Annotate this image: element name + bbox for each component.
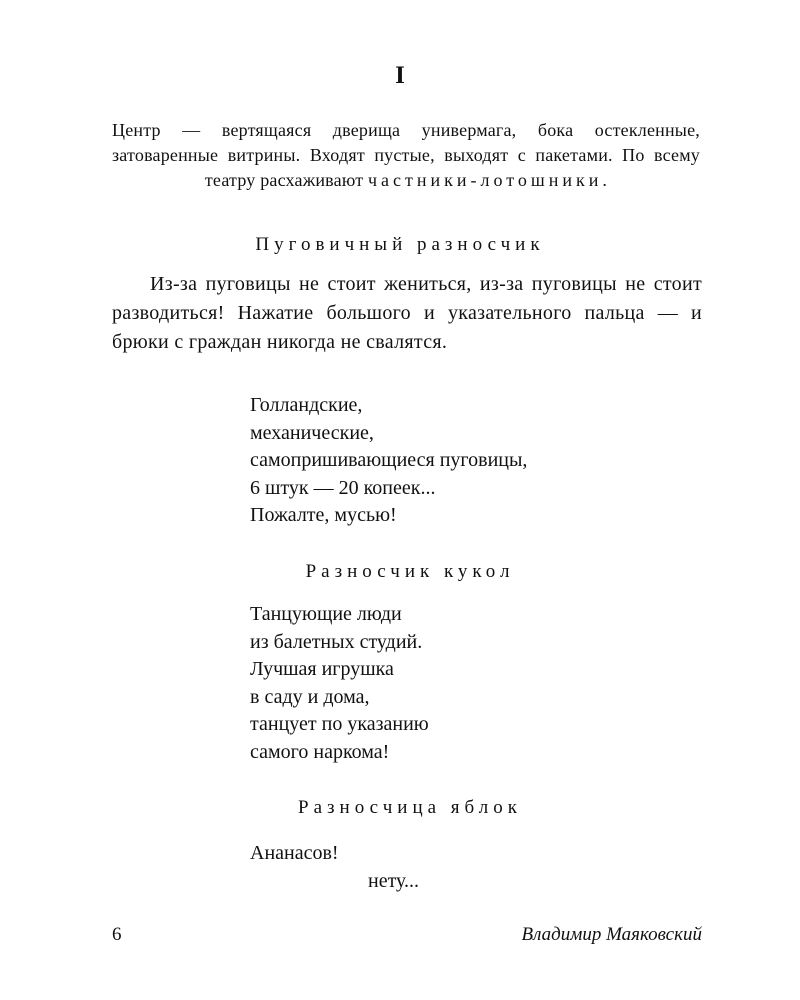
verse-line: механические, xyxy=(250,421,374,444)
doll-seller-verse xyxy=(250,601,429,766)
verse-line: Лучшая игрушка xyxy=(250,658,394,680)
verse-line: Ананасов! xyxy=(250,842,339,864)
act-number: I xyxy=(395,62,405,89)
verse-line: 6 штук — 20 копеек... xyxy=(250,476,436,499)
stage-direction-text: Центр — вертящаяся дверища универмага, бока остекленные, затоваренные витрины. Входят пустые, выходят с пакетами. По всему театру расхаживают xyxy=(112,120,700,190)
button-seller-verse xyxy=(250,392,527,530)
speaker-button-seller: Пуговичный разносчик xyxy=(255,234,545,255)
stage-direction xyxy=(112,118,700,193)
speaker-doll-seller: Разносчик кукол xyxy=(305,561,515,582)
verse-line: Танцующие люди xyxy=(250,603,402,625)
verse-line: Пожалте, мусью! xyxy=(250,504,397,526)
verse-line: самопришивающиеся пуговицы, xyxy=(250,449,528,471)
verse-line: из балетных студий. xyxy=(250,630,423,653)
speaker-apple-seller: Разносчица яблок xyxy=(298,797,522,818)
stage-direction-end: . xyxy=(602,170,608,190)
apple-seller-verse xyxy=(250,840,419,895)
verse-line: в саду и дома, xyxy=(250,685,370,708)
verse-line: Голландские, xyxy=(250,394,363,416)
verse-line: танцует по указанию xyxy=(250,713,429,735)
verse-line: самого наркома! xyxy=(250,740,390,763)
page-number: 6 xyxy=(112,924,122,945)
stage-direction-spaced-text: частники-лотошники xyxy=(368,170,603,190)
verse-line: нету... xyxy=(368,869,420,892)
running-footer-author: Владимир Маяковский xyxy=(521,924,702,945)
button-seller-prose: Из-за пуговицы не стоит жениться, из-за пуговицы не стоит разводиться! Нажатие большого и указательного пальца — и брюки с граждан никогда не свалятся. xyxy=(112,273,702,353)
